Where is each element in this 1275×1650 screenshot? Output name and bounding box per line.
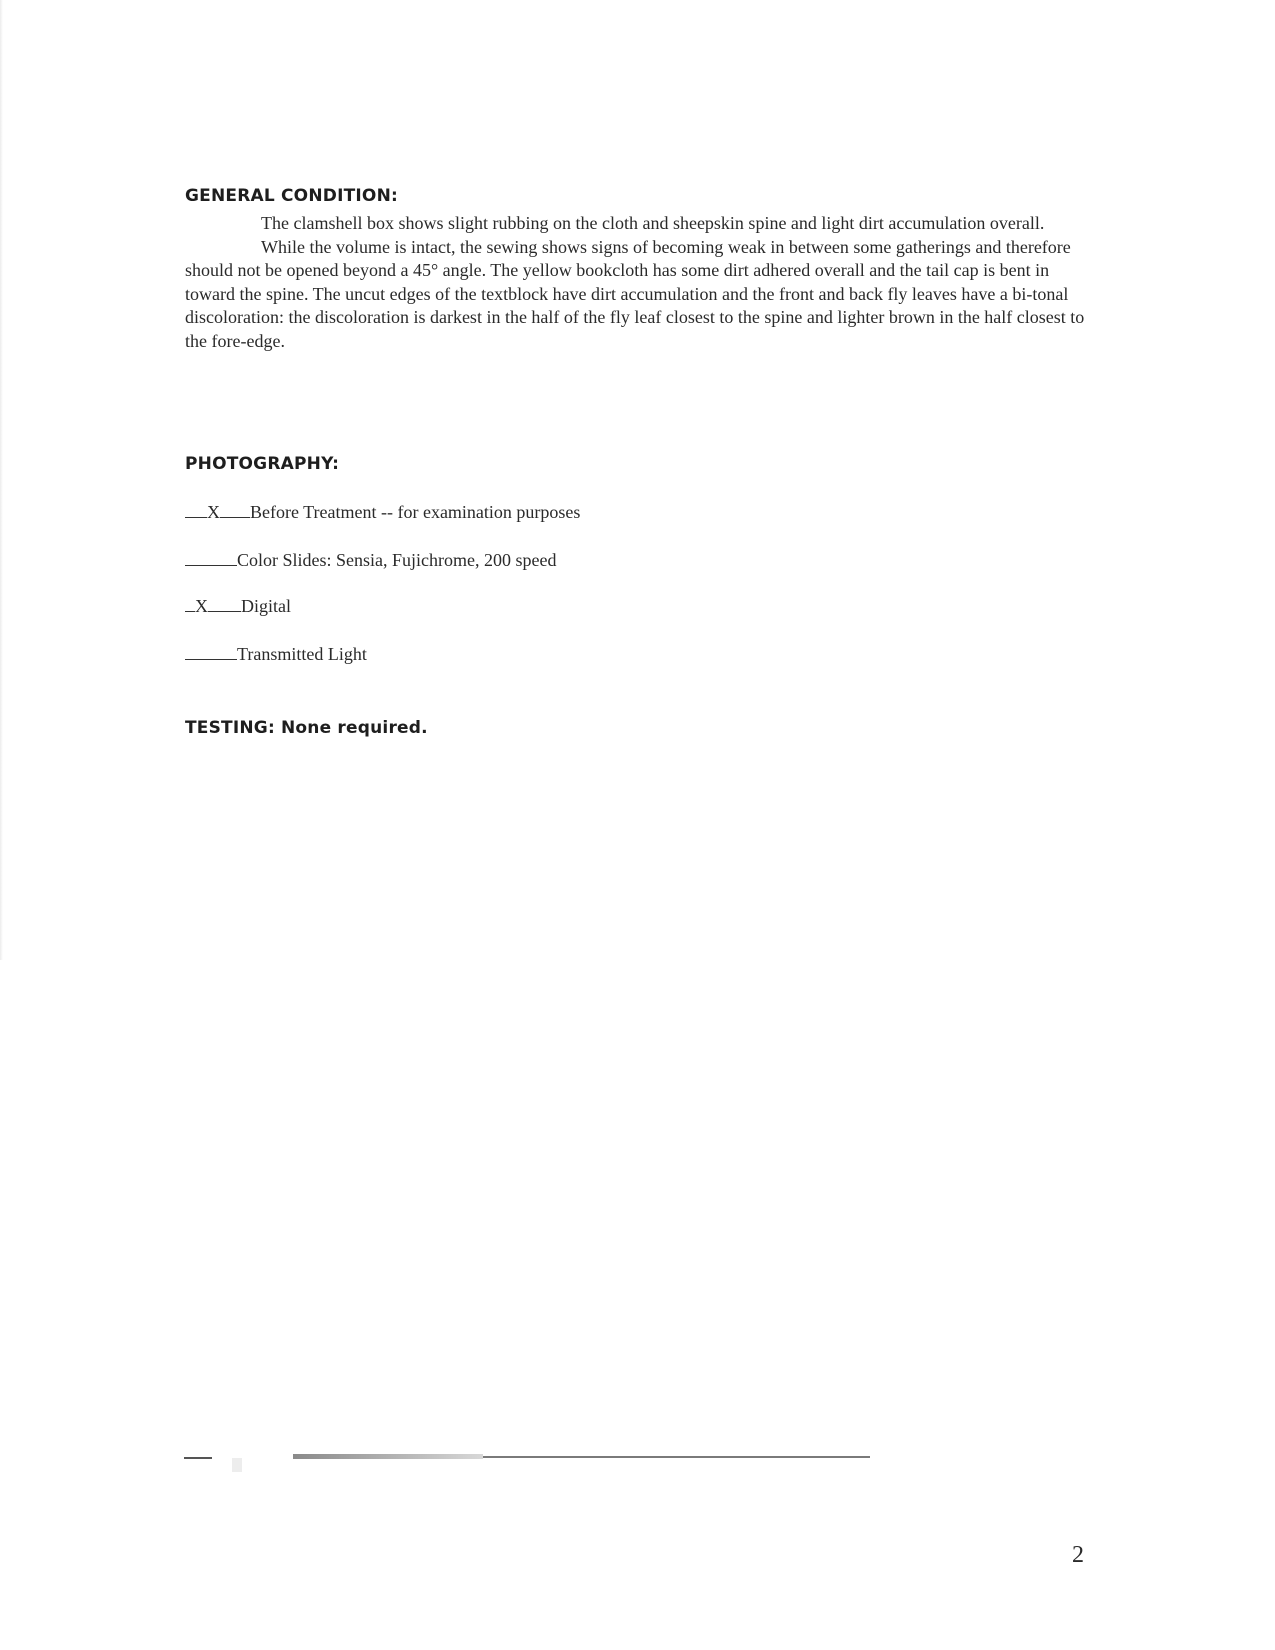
checkbox-blank-right bbox=[208, 596, 241, 612]
photography-item-digital bbox=[185, 595, 291, 617]
checkbox-mark: X bbox=[207, 502, 220, 522]
photography-heading: PHOTOGRAPHY: bbox=[185, 454, 340, 474]
scan-edge-shadow bbox=[0, 0, 3, 960]
checkbox-blank-right bbox=[220, 502, 250, 518]
checkbox-blank-left bbox=[185, 502, 207, 518]
page-number: 2 bbox=[1072, 1542, 1084, 1568]
testing-value: None required. bbox=[280, 718, 428, 738]
photography-item-before-treatment bbox=[185, 501, 580, 523]
photography-item-label: Before Treatment -- for examination purposes bbox=[250, 502, 581, 522]
testing-label: TESTING: bbox=[185, 718, 275, 738]
photography-item-color-slides bbox=[185, 549, 556, 571]
general-condition-paragraph-1: The clamshell box shows slight rubbing on the cloth and sheepskin spine and light dirt accumulation overall. bbox=[261, 213, 1045, 233]
general-condition-paragraph-2: While the volume is intact, the sewing shows signs of becoming weak in between some gatherings and therefore should not be opened beyond a 45° angle. The yellow bookcloth has some dirt adhered overall and the tail cap is bent in toward the spine. The uncut edges of the textblock have dirt accumulation and the front and back fly leaves have a bi-tonal discoloration: the discoloration is darkest in the half of the fly leaf closest to the spine and lighter brown in the half closest to the fore-edge. bbox=[185, 236, 1085, 351]
photography-item-label: Transmitted Light bbox=[237, 644, 367, 664]
checkbox-blank-left bbox=[185, 596, 195, 612]
signature-dash bbox=[184, 1457, 212, 1459]
photography-item-transmitted-light bbox=[185, 643, 367, 665]
signature-line-faded-stroke bbox=[293, 1454, 483, 1459]
checkbox-blank bbox=[185, 550, 237, 566]
checkbox-mark: X bbox=[195, 596, 208, 616]
testing-heading bbox=[185, 718, 428, 738]
scan-smudge bbox=[232, 1458, 242, 1472]
photography-item-label: Color Slides: Sensia, Fujichrome, 200 speed bbox=[237, 550, 557, 570]
checkbox-blank bbox=[185, 644, 237, 660]
general-condition-heading: GENERAL CONDITION: bbox=[185, 186, 398, 206]
photography-item-label: Digital bbox=[241, 596, 291, 616]
general-condition-body bbox=[185, 212, 1085, 353]
